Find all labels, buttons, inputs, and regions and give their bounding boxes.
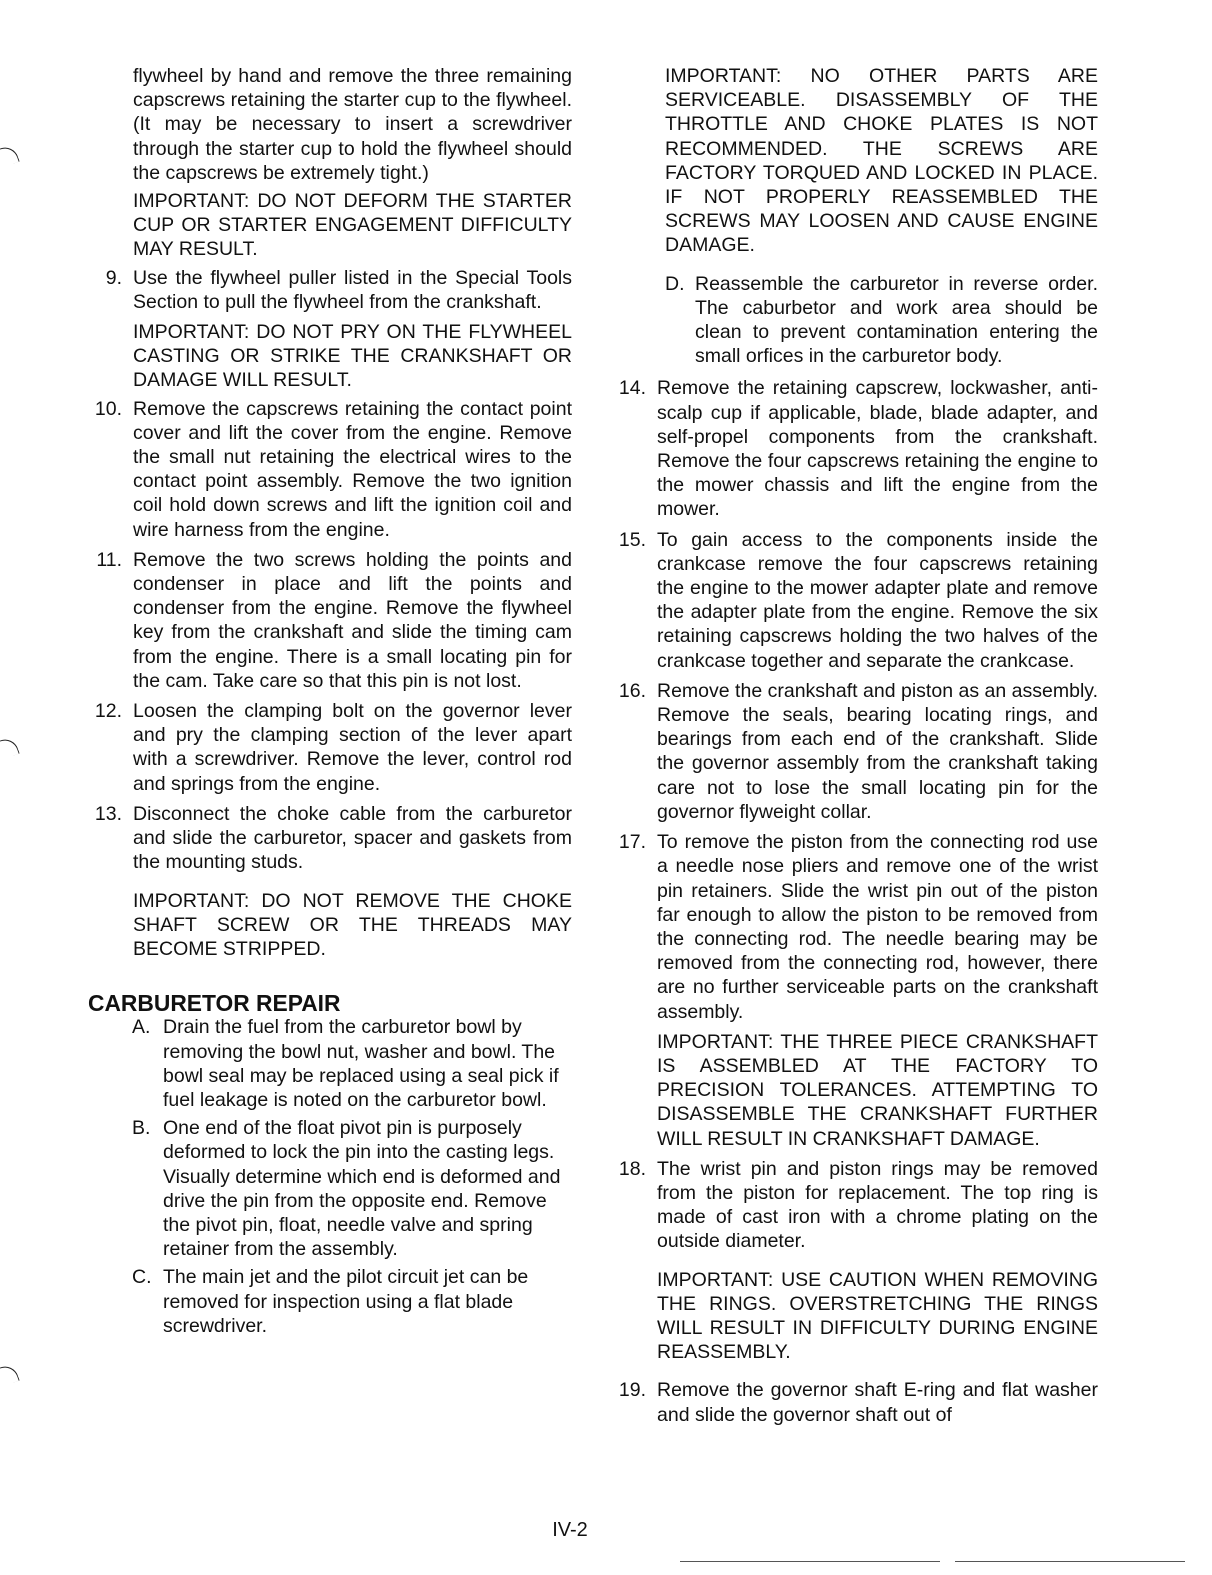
step-number: 10. — [94, 397, 122, 420]
step-number: 12. — [94, 700, 122, 723]
step-number: 16. — [618, 679, 646, 702]
step-18 — [612, 1157, 1098, 1254]
step-number: 14. — [618, 377, 646, 400]
step-text: Remove the capscrews retaining the contact point cover and lift the cover from the engine. Remove the small nut retaining the electrical wires to the contact point assembly. Remove the two ignition coil hold down screws and lift the ignition coil and wire harness from the engine. — [133, 397, 572, 541]
scan-rule — [955, 1561, 1185, 1562]
step-14 — [612, 376, 1098, 521]
step-text: The main jet and the pilot circuit jet can be removed for inspection using a flat blade screwdriver. — [163, 1266, 529, 1337]
scan-rule — [680, 1561, 940, 1562]
binder-hole-mark — [0, 144, 20, 168]
step-text: Drain the fuel from the carburetor bowl by removing the bowl nut, washer and bowl. The bowl seal may be replaced using a seal pick if fuel leakage is noted on the carburetor bowl. — [163, 1016, 559, 1111]
step-number: 19. — [618, 1379, 646, 1402]
important-notice: IMPORTANT: DO NOT DEFORM THE STARTER CUP OR STARTER ENGAGEMENT DIFFICULTY MAY RESULT. — [133, 190, 572, 261]
section-heading: CARBURETOR REPAIR — [88, 990, 341, 1017]
step-text: Reassemble the carburetor in reverse order. The caburbetor and work area should be clean to prevent contamination entering the small orfices in the carburetor body. — [695, 272, 1098, 368]
intro-continuation: flywheel by hand and remove the three remaining capscrews retaining the starter cup to the flywheel. (It may be necessary to insert a screwdriver through the starter cup to hold the flywheel should the capscrews be extremely tight.) — [133, 65, 572, 184]
step-15 — [612, 528, 1098, 673]
step-letter: A. — [132, 1016, 151, 1039]
step-letter: B. — [132, 1117, 151, 1140]
important-notice: IMPORTANT: DO NOT REMOVE THE CHOKE SHAFT SCREW OR THE THREADS MAY BECOME STRIPPED. — [133, 889, 572, 960]
step-17 — [612, 830, 1098, 1024]
important-notice: IMPORTANT: NO OTHER PARTS ARE SERVICEABLE. DISASSEMBLY OF THE THROTTLE AND CHOKE PLATES IS NOT RECOMMENDED. THE SCREWS ARE FACTORY TORQUED AND LOCKED IN PLACE. IF NOT PROPERLY REASSEMBLED THE SCREWS MAY LOOSEN AND CAUSE ENGINE DAMAGE. — [665, 65, 1098, 257]
step-text: One end of the float pivot pin is purposely deformed to lock the pin into the casting legs. Visually determine which end is deformed and drive the pin from the opposite end. Remove the pivot pin, float, needle valve and spring retainer from the assembly. — [163, 1117, 561, 1261]
step-text: The wrist pin and piston rings may be removed from the piston for replacement. The top ring is made of cast iron with a chrome plating on the outside diameter. — [657, 1157, 1098, 1253]
left-column — [88, 64, 572, 1338]
step-letter: C. — [132, 1266, 152, 1289]
right-column — [612, 64, 1098, 1427]
step-text: Use the flywheel puller listed in the Special Tools Section to pull the flywheel from the crankshaft. — [133, 266, 572, 313]
carb-step-a — [88, 1015, 572, 1112]
step-number: 11. — [96, 548, 122, 571]
carb-step-c — [88, 1265, 572, 1338]
step-number: 18. — [618, 1157, 646, 1180]
carb-step-b — [88, 1116, 572, 1261]
binder-hole-mark — [0, 736, 20, 760]
carb-step-d — [612, 272, 1098, 369]
important-notice: IMPORTANT: DO NOT PRY ON THE FLYWHEEL CASTING OR STRIKE THE CRANKSHAFT OR DAMAGE WILL RESULT. — [133, 321, 572, 392]
step-10 — [88, 397, 572, 542]
step-number: 9. — [105, 266, 122, 289]
step-text: Remove the retaining capscrew, lockwasher, anti-scalp cup if applicable, blade, blade adapter, and self-propel components from the crankshaft. Remove the four capscrews retaining the engine to the mower chassis and lift the engine from the mower. — [657, 377, 1098, 521]
step-12 — [88, 699, 572, 796]
important-notice: IMPORTANT: USE CAUTION WHEN REMOVING THE RINGS. OVERSTRETCHING THE RINGS WILL RESULT IN DIFFICULTY DURING ENGINE REASSEMBLY. — [657, 1268, 1098, 1364]
step-9 — [88, 266, 572, 314]
page-number: IV-2 — [552, 1519, 588, 1541]
step-11 — [88, 548, 572, 693]
step-number: 17. — [618, 831, 646, 854]
step-text: Disconnect the choke cable from the carburetor and slide the carburetor, spacer and gaskets from the mounting studs. — [133, 802, 572, 874]
step-number: 13. — [94, 802, 122, 825]
step-13 — [88, 802, 572, 875]
step-letter: D. — [665, 272, 685, 295]
step-19 — [612, 1378, 1098, 1426]
step-text: Remove the two screws holding the points and condenser in place and lift the points and condenser from the engine. Remove the flywheel key from the crankshaft and slide the timing cam from the engine. There is a small locating pin for the cam. Take care so that this pin is not lost. — [133, 548, 572, 692]
step-text: To gain access to the components inside the crankcase remove the four capscrews retaining the engine to the mower adapter plate and remove the adapter plate from the engine. Remove the six retaining capscrews holding the two halves of the crankcase together and separate the crankcase. — [657, 528, 1098, 672]
step-text: To remove the piston from the connecting rod use a needle nose pliers and remove one of the wrist pin retainers. Slide the wrist pin out of the piston far enough to allow the piston to be removed from the connecting rod. The needle bearing may be removed from the connecting rod, however, there are no further serviceable parts on the crankshaft assembly. — [657, 831, 1098, 1023]
step-text: Loosen the clamping bolt on the governor lever and pry the clamping section of the lever apart with a screwdriver. Remove the lever, control rod and springs from the engine. — [133, 700, 572, 795]
important-notice: IMPORTANT: THE THREE PIECE CRANKSHAFT IS ASSEMBLED AT THE FACTORY TO PRECISION TOLERANCES. ATTEMPTING TO DISASSEMBLE THE CRANKSHAFT FURTHER WILL RESULT IN CRANKSHAFT DAMAGE. — [657, 1030, 1098, 1150]
step-number: 15. — [618, 528, 646, 551]
binder-hole-mark — [0, 1363, 20, 1387]
step-text: Remove the crankshaft and piston as an assembly. Remove the seals, bearing locating rings, and bearings from each end of the crankshaft. Slide the governor assembly from the crankshaft taking care not to lose the small locating pin for the governor flyweight collar. — [657, 679, 1098, 823]
step-16 — [612, 679, 1098, 824]
step-text: Remove the governor shaft E-ring and flat washer and slide the governor shaft out of — [657, 1379, 1098, 1426]
